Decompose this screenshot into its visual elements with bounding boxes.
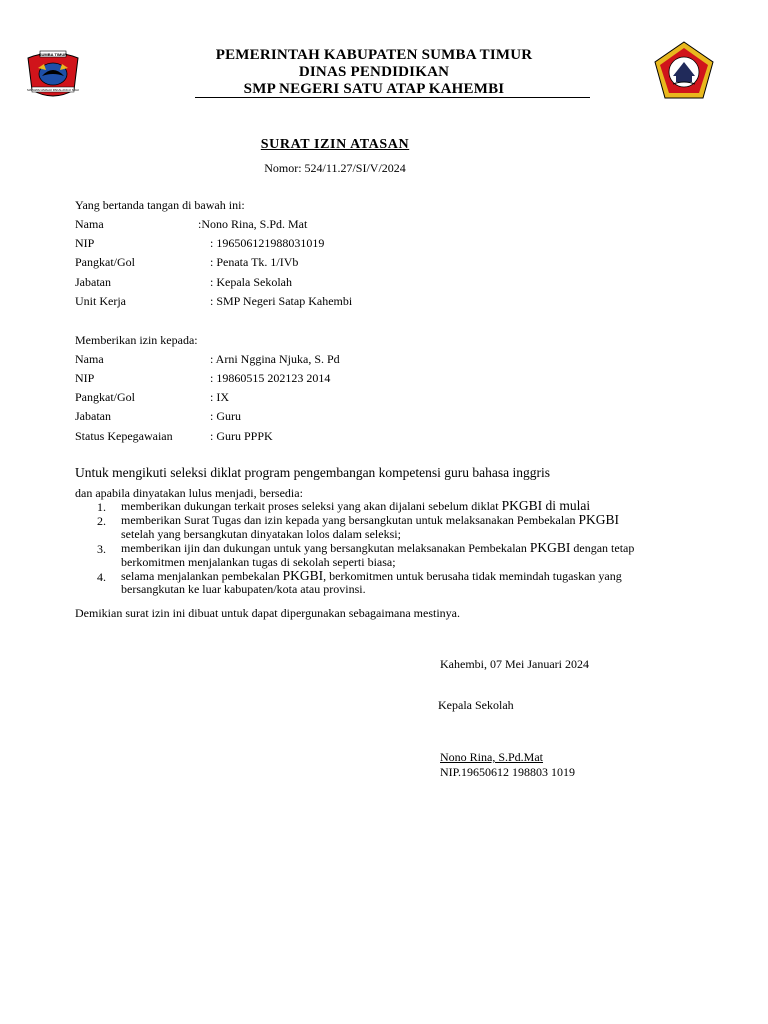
signer-rank-value: : Penata Tk. 1/IVb [210, 255, 299, 269]
letter-title: SURAT IZIN ATASAN [260, 137, 410, 152]
letterhead-department: DINAS PENDIDIKAN [298, 64, 450, 80]
grantee-name-label: Nama [75, 352, 104, 366]
list-number: 4. [97, 570, 106, 584]
list-item: selama menjalankan pembekalan PKGBI, berkomitmen untuk berusaha tidak memindah tugaskan yang [121, 568, 622, 583]
list-item-continuation: berkomitmen menjalankan tugas di sekolah seperti biasa; [121, 555, 396, 569]
grantee-status-value: : Guru PPPK [210, 429, 273, 443]
signer-nip-label: NIP [75, 236, 95, 250]
list-number: 3. [97, 542, 106, 556]
signer-position: Kepala Sekolah [438, 698, 514, 712]
list-item-continuation: bersangkutan ke luar kabupaten/kota atau provinsi. [121, 582, 366, 596]
list-item: memberikan ijin dan dukungan untuk yang bersangkutan melaksanakan Pembekalan PKGBI dengan tetap [121, 540, 635, 555]
place-date: Kahembi, 07 Mei Januari 2024 [440, 657, 589, 671]
signer-nip-value: : 196506121988031019 [210, 236, 325, 250]
list-number: 1. [97, 500, 106, 514]
grantee-rank-value: : IX [210, 390, 229, 404]
purpose-paragraph: Untuk mengikuti seleksi diklat program pengembangan kompetensi guru bahasa inggris [75, 465, 551, 480]
grantee-nip-label: NIP [75, 371, 95, 385]
regency-emblem-logo [24, 46, 82, 100]
letterhead-government: PEMERINTAH KABUPATEN SUMBA TIMUR [215, 47, 533, 63]
grantee-status-label: Status Kepegawaian [75, 429, 173, 443]
condition-paragraph: dan apabila dinyatakan lulus menjadi, bersedia: [75, 486, 303, 500]
signer-unit-label: Unit Kerja [75, 294, 126, 308]
grantee-intro: Memberikan izin kepada: [75, 333, 198, 347]
signer-rank-label: Pangkat/Gol [75, 255, 135, 269]
signer-name-value: :Nono Rina, S.Pd. Mat [198, 217, 308, 231]
signer-name-label: Nama [75, 217, 104, 231]
grantee-name-value: : Arni Nggina Njuka, S. Pd [210, 352, 340, 366]
grantee-rank-label: Pangkat/Gol [75, 390, 135, 404]
list-item-continuation: setelah yang bersangkutan dinyatakan lolos dalam seleksi; [121, 527, 401, 541]
list-item: memberikan Surat Tugas dan izin kepada yang bersangkutan untuk melaksanakan Pembekalan PKGBI [121, 512, 620, 527]
signer-position-label: Jabatan [75, 275, 111, 289]
letterhead-divider [195, 97, 590, 98]
school-emblem-logo [651, 40, 717, 106]
list-number: 2. [97, 514, 106, 528]
emblem-bottom-text: MATAWAI AMAHU PAKALANGU NDAI [27, 88, 79, 92]
grantee-position-value: : Guru [210, 409, 241, 423]
signer-intro: Yang bertanda tangan di bawah ini: [75, 198, 245, 212]
signature-nip: NIP.19650612 198803 1019 [440, 765, 576, 779]
list-item: memberikan dukungan terkait proses seleksi yang akan dijalani sebelum diklat PKGBI di mulai [121, 498, 591, 513]
letter-number: Nomor: 524/11.27/SI/V/2024 [264, 161, 406, 175]
emblem-top-text: SUMBA TIMUR [38, 52, 68, 57]
grantee-position-label: Jabatan [75, 409, 111, 423]
grantee-nip-value: : 19860515 202123 2014 [210, 371, 331, 385]
signature-name: Nono Rina, S.Pd.Mat [440, 750, 544, 764]
signer-unit-value: : SMP Negeri Satap Kahembi [210, 294, 353, 308]
signer-position-value: : Kepala Sekolah [210, 275, 292, 289]
letterhead-school: SMP NEGERI SATU ATAP KAHEMBI [243, 81, 505, 97]
closing-paragraph: Demikian surat izin ini dibuat untuk dapat dipergunakan sebagaimana mestinya. [75, 606, 461, 620]
